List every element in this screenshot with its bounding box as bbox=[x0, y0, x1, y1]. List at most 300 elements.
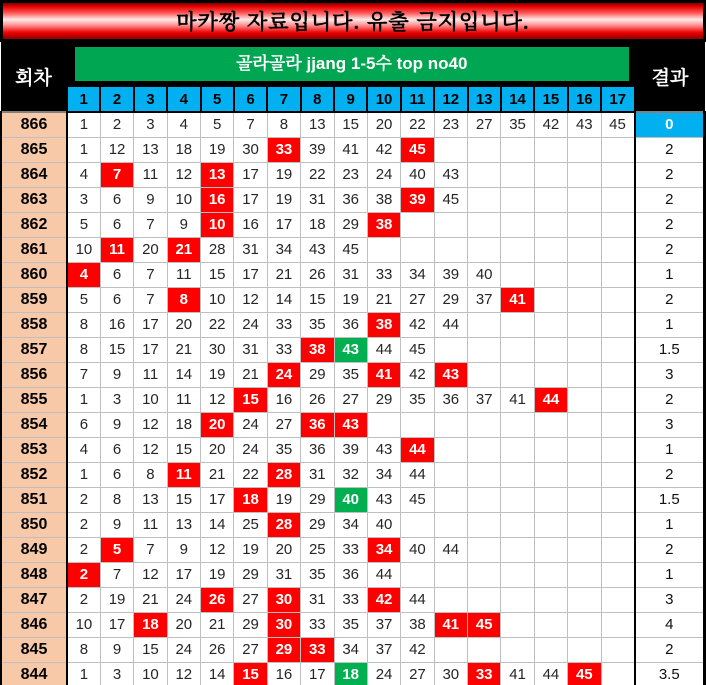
number-cell[interactable]: 44 bbox=[534, 387, 567, 412]
number-cell[interactable] bbox=[568, 162, 601, 187]
result-cell[interactable]: 2 bbox=[635, 212, 705, 237]
result-cell[interactable]: 3 bbox=[635, 412, 705, 437]
number-cell[interactable] bbox=[601, 162, 635, 187]
number-cell[interactable]: 20 bbox=[134, 237, 167, 262]
number-cell[interactable] bbox=[401, 512, 434, 537]
number-cell[interactable]: 35 bbox=[501, 112, 534, 137]
number-cell[interactable]: 8 bbox=[267, 112, 300, 137]
number-cell[interactable]: 33 bbox=[267, 137, 300, 162]
number-cell[interactable] bbox=[534, 312, 567, 337]
number-cell[interactable]: 14 bbox=[201, 662, 234, 685]
number-cell[interactable]: 18 bbox=[334, 662, 367, 685]
result-cell[interactable]: 3 bbox=[635, 587, 705, 612]
number-cell[interactable] bbox=[434, 562, 467, 587]
number-cell[interactable]: 41 bbox=[501, 662, 534, 685]
number-cell[interactable] bbox=[568, 387, 601, 412]
number-cell[interactable]: 34 bbox=[334, 512, 367, 537]
number-cell[interactable] bbox=[534, 462, 567, 487]
number-cell[interactable] bbox=[568, 512, 601, 537]
number-cell[interactable]: 27 bbox=[334, 387, 367, 412]
number-cell[interactable]: 24 bbox=[267, 362, 300, 387]
number-cell[interactable]: 13 bbox=[167, 512, 200, 537]
number-cell[interactable]: 29 bbox=[301, 512, 334, 537]
result-cell[interactable]: 1.5 bbox=[635, 337, 705, 362]
number-cell[interactable]: 38 bbox=[367, 212, 400, 237]
number-cell[interactable]: 44 bbox=[434, 312, 467, 337]
number-cell[interactable] bbox=[434, 587, 467, 612]
number-cell[interactable]: 15 bbox=[167, 437, 200, 462]
round-cell[interactable]: 844 bbox=[1, 662, 67, 685]
number-cell[interactable]: 44 bbox=[401, 437, 434, 462]
number-cell[interactable]: 30 bbox=[434, 662, 467, 685]
number-cell[interactable] bbox=[501, 437, 534, 462]
number-cell[interactable]: 8 bbox=[67, 337, 100, 362]
round-cell[interactable]: 865 bbox=[1, 137, 67, 162]
number-cell[interactable]: 36 bbox=[334, 562, 367, 587]
number-cell[interactable]: 29 bbox=[301, 362, 334, 387]
number-cell[interactable] bbox=[468, 587, 501, 612]
number-cell[interactable]: 19 bbox=[334, 287, 367, 312]
number-cell[interactable]: 27 bbox=[234, 587, 267, 612]
number-cell[interactable] bbox=[601, 662, 635, 685]
number-cell[interactable]: 38 bbox=[367, 312, 400, 337]
number-cell[interactable]: 9 bbox=[100, 512, 133, 537]
number-cell[interactable]: 6 bbox=[100, 212, 133, 237]
number-cell[interactable]: 13 bbox=[301, 112, 334, 137]
result-cell[interactable]: 2 bbox=[635, 637, 705, 662]
round-cell[interactable]: 862 bbox=[1, 212, 67, 237]
number-cell[interactable]: 20 bbox=[201, 437, 234, 462]
number-cell[interactable] bbox=[501, 212, 534, 237]
round-cell[interactable]: 856 bbox=[1, 362, 67, 387]
number-cell[interactable]: 5 bbox=[201, 112, 234, 137]
number-cell[interactable]: 44 bbox=[434, 537, 467, 562]
number-cell[interactable] bbox=[501, 162, 534, 187]
number-cell[interactable]: 16 bbox=[201, 187, 234, 212]
number-cell[interactable] bbox=[501, 337, 534, 362]
number-cell[interactable]: 7 bbox=[234, 112, 267, 137]
number-cell[interactable]: 31 bbox=[267, 562, 300, 587]
number-cell[interactable]: 14 bbox=[267, 287, 300, 312]
number-cell[interactable]: 30 bbox=[201, 337, 234, 362]
number-cell[interactable]: 40 bbox=[401, 162, 434, 187]
round-cell[interactable]: 861 bbox=[1, 237, 67, 262]
number-cell[interactable]: 31 bbox=[301, 587, 334, 612]
number-cell[interactable]: 21 bbox=[201, 612, 234, 637]
number-cell[interactable] bbox=[568, 137, 601, 162]
number-cell[interactable] bbox=[401, 562, 434, 587]
number-cell[interactable]: 19 bbox=[100, 587, 133, 612]
number-cell[interactable]: 3 bbox=[100, 387, 133, 412]
number-cell[interactable] bbox=[434, 337, 467, 362]
number-cell[interactable]: 29 bbox=[367, 387, 400, 412]
number-cell[interactable]: 43 bbox=[434, 162, 467, 187]
number-cell[interactable]: 12 bbox=[134, 562, 167, 587]
number-cell[interactable]: 44 bbox=[367, 337, 400, 362]
number-cell[interactable]: 7 bbox=[134, 537, 167, 562]
number-cell[interactable]: 33 bbox=[301, 612, 334, 637]
number-cell[interactable]: 26 bbox=[201, 587, 234, 612]
number-cell[interactable]: 17 bbox=[134, 312, 167, 337]
number-cell[interactable]: 24 bbox=[167, 637, 200, 662]
result-cell[interactable]: 2 bbox=[635, 162, 705, 187]
number-cell[interactable] bbox=[601, 337, 635, 362]
number-cell[interactable]: 10 bbox=[67, 612, 100, 637]
number-cell[interactable]: 17 bbox=[100, 612, 133, 637]
number-cell[interactable]: 41 bbox=[501, 287, 534, 312]
number-cell[interactable] bbox=[534, 537, 567, 562]
number-cell[interactable]: 31 bbox=[301, 187, 334, 212]
number-cell[interactable]: 12 bbox=[201, 387, 234, 412]
number-cell[interactable]: 12 bbox=[134, 437, 167, 462]
number-cell[interactable] bbox=[534, 137, 567, 162]
number-cell[interactable]: 1 bbox=[67, 137, 100, 162]
number-cell[interactable]: 9 bbox=[134, 187, 167, 212]
number-cell[interactable]: 5 bbox=[67, 287, 100, 312]
number-cell[interactable]: 29 bbox=[334, 212, 367, 237]
number-cell[interactable] bbox=[501, 187, 534, 212]
number-cell[interactable]: 11 bbox=[134, 512, 167, 537]
number-cell[interactable]: 36 bbox=[301, 412, 334, 437]
number-cell[interactable] bbox=[534, 162, 567, 187]
result-cell[interactable]: 1 bbox=[635, 262, 705, 287]
result-cell[interactable]: 1 bbox=[635, 312, 705, 337]
number-cell[interactable] bbox=[501, 587, 534, 612]
number-cell[interactable]: 19 bbox=[234, 537, 267, 562]
number-cell[interactable] bbox=[501, 412, 534, 437]
number-cell[interactable]: 39 bbox=[334, 437, 367, 462]
number-cell[interactable]: 25 bbox=[301, 537, 334, 562]
number-cell[interactable] bbox=[601, 262, 635, 287]
number-cell[interactable]: 21 bbox=[134, 587, 167, 612]
result-cell[interactable]: 4 bbox=[635, 612, 705, 637]
result-cell[interactable]: 2 bbox=[635, 287, 705, 312]
number-cell[interactable]: 9 bbox=[167, 212, 200, 237]
number-cell[interactable]: 33 bbox=[367, 262, 400, 287]
number-cell[interactable]: 24 bbox=[234, 437, 267, 462]
number-cell[interactable]: 20 bbox=[367, 112, 400, 137]
number-cell[interactable]: 15 bbox=[234, 662, 267, 685]
number-cell[interactable]: 13 bbox=[134, 137, 167, 162]
number-cell[interactable]: 22 bbox=[201, 312, 234, 337]
number-cell[interactable]: 4 bbox=[67, 262, 100, 287]
number-cell[interactable]: 7 bbox=[100, 162, 133, 187]
number-cell[interactable]: 5 bbox=[67, 212, 100, 237]
number-cell[interactable]: 8 bbox=[100, 487, 133, 512]
number-cell[interactable]: 10 bbox=[67, 237, 100, 262]
number-cell[interactable]: 27 bbox=[234, 637, 267, 662]
number-cell[interactable]: 22 bbox=[301, 162, 334, 187]
number-cell[interactable] bbox=[568, 637, 601, 662]
number-cell[interactable]: 1 bbox=[67, 387, 100, 412]
number-cell[interactable]: 26 bbox=[201, 637, 234, 662]
number-cell[interactable]: 9 bbox=[167, 537, 200, 562]
number-cell[interactable]: 38 bbox=[401, 612, 434, 637]
number-cell[interactable]: 4 bbox=[67, 162, 100, 187]
number-cell[interactable]: 8 bbox=[134, 462, 167, 487]
number-cell[interactable] bbox=[568, 362, 601, 387]
number-cell[interactable]: 15 bbox=[301, 287, 334, 312]
number-cell[interactable]: 32 bbox=[334, 462, 367, 487]
number-cell[interactable] bbox=[534, 512, 567, 537]
round-cell[interactable]: 847 bbox=[1, 587, 67, 612]
number-cell[interactable] bbox=[534, 187, 567, 212]
number-cell[interactable] bbox=[434, 487, 467, 512]
number-cell[interactable] bbox=[501, 487, 534, 512]
round-cell[interactable]: 864 bbox=[1, 162, 67, 187]
number-cell[interactable] bbox=[534, 587, 567, 612]
number-cell[interactable] bbox=[501, 562, 534, 587]
number-cell[interactable]: 12 bbox=[201, 537, 234, 562]
number-cell[interactable]: 28 bbox=[267, 512, 300, 537]
number-cell[interactable]: 18 bbox=[234, 487, 267, 512]
number-cell[interactable] bbox=[534, 412, 567, 437]
number-cell[interactable] bbox=[434, 412, 467, 437]
number-cell[interactable]: 15 bbox=[234, 387, 267, 412]
number-cell[interactable]: 7 bbox=[134, 287, 167, 312]
number-cell[interactable]: 22 bbox=[234, 462, 267, 487]
result-cell[interactable]: 2 bbox=[635, 237, 705, 262]
number-cell[interactable]: 31 bbox=[234, 237, 267, 262]
number-cell[interactable] bbox=[601, 637, 635, 662]
number-cell[interactable] bbox=[534, 562, 567, 587]
number-cell[interactable]: 20 bbox=[167, 312, 200, 337]
number-cell[interactable]: 35 bbox=[267, 437, 300, 462]
number-cell[interactable] bbox=[434, 437, 467, 462]
number-cell[interactable] bbox=[601, 187, 635, 212]
number-cell[interactable]: 45 bbox=[468, 612, 501, 637]
number-cell[interactable]: 33 bbox=[334, 537, 367, 562]
number-cell[interactable] bbox=[568, 612, 601, 637]
number-cell[interactable]: 44 bbox=[401, 462, 434, 487]
number-cell[interactable]: 37 bbox=[468, 387, 501, 412]
result-cell[interactable]: 2 bbox=[635, 387, 705, 412]
number-cell[interactable] bbox=[601, 237, 635, 262]
number-cell[interactable] bbox=[434, 462, 467, 487]
number-cell[interactable]: 41 bbox=[434, 612, 467, 637]
number-cell[interactable]: 42 bbox=[401, 362, 434, 387]
number-cell[interactable]: 14 bbox=[167, 362, 200, 387]
number-cell[interactable]: 12 bbox=[167, 162, 200, 187]
number-cell[interactable]: 17 bbox=[267, 212, 300, 237]
number-cell[interactable]: 9 bbox=[100, 362, 133, 387]
number-cell[interactable]: 15 bbox=[134, 637, 167, 662]
number-cell[interactable] bbox=[534, 637, 567, 662]
number-cell[interactable]: 43 bbox=[367, 437, 400, 462]
number-cell[interactable]: 20 bbox=[201, 412, 234, 437]
number-cell[interactable]: 17 bbox=[234, 162, 267, 187]
result-cell[interactable]: 2 bbox=[635, 137, 705, 162]
result-cell[interactable]: 0 bbox=[635, 112, 705, 137]
number-cell[interactable] bbox=[534, 612, 567, 637]
number-cell[interactable]: 21 bbox=[167, 237, 200, 262]
number-cell[interactable]: 42 bbox=[401, 637, 434, 662]
number-cell[interactable] bbox=[568, 537, 601, 562]
number-cell[interactable]: 33 bbox=[334, 587, 367, 612]
result-cell[interactable]: 2 bbox=[635, 187, 705, 212]
number-cell[interactable]: 4 bbox=[167, 112, 200, 137]
number-cell[interactable] bbox=[601, 287, 635, 312]
round-cell[interactable]: 866 bbox=[1, 112, 67, 137]
number-cell[interactable] bbox=[534, 262, 567, 287]
number-cell[interactable]: 10 bbox=[167, 187, 200, 212]
number-cell[interactable] bbox=[568, 437, 601, 462]
number-cell[interactable]: 41 bbox=[367, 362, 400, 387]
number-cell[interactable]: 34 bbox=[401, 262, 434, 287]
number-cell[interactable] bbox=[468, 162, 501, 187]
round-cell[interactable]: 853 bbox=[1, 437, 67, 462]
round-cell[interactable]: 854 bbox=[1, 412, 67, 437]
number-cell[interactable]: 44 bbox=[534, 662, 567, 685]
number-cell[interactable] bbox=[601, 312, 635, 337]
result-cell[interactable]: 2 bbox=[635, 462, 705, 487]
number-cell[interactable] bbox=[367, 237, 400, 262]
number-cell[interactable] bbox=[568, 187, 601, 212]
number-cell[interactable]: 36 bbox=[334, 312, 367, 337]
number-cell[interactable]: 33 bbox=[468, 662, 501, 685]
number-cell[interactable] bbox=[468, 562, 501, 587]
number-cell[interactable]: 24 bbox=[234, 412, 267, 437]
number-cell[interactable] bbox=[468, 337, 501, 362]
number-cell[interactable]: 6 bbox=[100, 287, 133, 312]
number-cell[interactable]: 42 bbox=[401, 312, 434, 337]
number-cell[interactable]: 7 bbox=[134, 212, 167, 237]
number-cell[interactable]: 8 bbox=[67, 637, 100, 662]
number-cell[interactable]: 31 bbox=[301, 462, 334, 487]
number-cell[interactable] bbox=[601, 612, 635, 637]
number-cell[interactable]: 28 bbox=[267, 462, 300, 487]
number-cell[interactable] bbox=[401, 212, 434, 237]
number-cell[interactable]: 11 bbox=[167, 387, 200, 412]
number-cell[interactable]: 9 bbox=[100, 412, 133, 437]
number-cell[interactable]: 39 bbox=[301, 137, 334, 162]
number-cell[interactable]: 20 bbox=[267, 537, 300, 562]
number-cell[interactable]: 45 bbox=[401, 487, 434, 512]
number-cell[interactable]: 29 bbox=[234, 612, 267, 637]
number-cell[interactable]: 17 bbox=[301, 662, 334, 685]
number-cell[interactable] bbox=[434, 512, 467, 537]
round-cell[interactable]: 851 bbox=[1, 487, 67, 512]
number-cell[interactable]: 45 bbox=[401, 137, 434, 162]
number-cell[interactable]: 6 bbox=[100, 262, 133, 287]
number-cell[interactable] bbox=[601, 362, 635, 387]
number-cell[interactable]: 24 bbox=[367, 162, 400, 187]
number-cell[interactable]: 2 bbox=[67, 587, 100, 612]
number-cell[interactable] bbox=[501, 612, 534, 637]
number-cell[interactable] bbox=[601, 437, 635, 462]
round-cell[interactable]: 845 bbox=[1, 637, 67, 662]
number-cell[interactable]: 25 bbox=[234, 512, 267, 537]
number-cell[interactable] bbox=[568, 312, 601, 337]
number-cell[interactable]: 19 bbox=[267, 162, 300, 187]
number-cell[interactable]: 17 bbox=[234, 262, 267, 287]
number-cell[interactable]: 11 bbox=[100, 237, 133, 262]
number-cell[interactable]: 36 bbox=[301, 437, 334, 462]
number-cell[interactable]: 11 bbox=[167, 262, 200, 287]
number-cell[interactable] bbox=[468, 362, 501, 387]
number-cell[interactable]: 12 bbox=[134, 412, 167, 437]
number-cell[interactable]: 21 bbox=[367, 287, 400, 312]
number-cell[interactable]: 42 bbox=[367, 587, 400, 612]
number-cell[interactable] bbox=[568, 287, 601, 312]
number-cell[interactable]: 9 bbox=[100, 637, 133, 662]
number-cell[interactable] bbox=[601, 587, 635, 612]
number-cell[interactable]: 30 bbox=[234, 137, 267, 162]
number-cell[interactable] bbox=[534, 337, 567, 362]
number-cell[interactable]: 31 bbox=[234, 337, 267, 362]
number-cell[interactable]: 15 bbox=[167, 487, 200, 512]
number-cell[interactable] bbox=[468, 137, 501, 162]
number-cell[interactable]: 41 bbox=[334, 137, 367, 162]
number-cell[interactable]: 19 bbox=[201, 137, 234, 162]
number-cell[interactable]: 33 bbox=[267, 312, 300, 337]
number-cell[interactable]: 27 bbox=[401, 662, 434, 685]
round-cell[interactable]: 857 bbox=[1, 337, 67, 362]
number-cell[interactable]: 29 bbox=[434, 287, 467, 312]
number-cell[interactable]: 44 bbox=[401, 587, 434, 612]
number-cell[interactable]: 39 bbox=[434, 262, 467, 287]
number-cell[interactable] bbox=[568, 587, 601, 612]
number-cell[interactable]: 35 bbox=[334, 362, 367, 387]
number-cell[interactable] bbox=[468, 412, 501, 437]
result-cell[interactable]: 3 bbox=[635, 362, 705, 387]
number-cell[interactable]: 10 bbox=[201, 212, 234, 237]
number-cell[interactable] bbox=[568, 462, 601, 487]
number-cell[interactable]: 21 bbox=[267, 262, 300, 287]
number-cell[interactable] bbox=[568, 337, 601, 362]
round-cell[interactable]: 849 bbox=[1, 537, 67, 562]
number-cell[interactable]: 6 bbox=[100, 462, 133, 487]
number-cell[interactable]: 21 bbox=[234, 362, 267, 387]
number-cell[interactable]: 33 bbox=[267, 337, 300, 362]
number-cell[interactable]: 31 bbox=[334, 262, 367, 287]
number-cell[interactable]: 21 bbox=[167, 337, 200, 362]
number-cell[interactable]: 26 bbox=[301, 387, 334, 412]
number-cell[interactable]: 19 bbox=[267, 187, 300, 212]
number-cell[interactable] bbox=[468, 437, 501, 462]
number-cell[interactable]: 10 bbox=[134, 387, 167, 412]
number-cell[interactable]: 40 bbox=[468, 262, 501, 287]
number-cell[interactable] bbox=[501, 537, 534, 562]
round-cell[interactable]: 846 bbox=[1, 612, 67, 637]
number-cell[interactable] bbox=[468, 637, 501, 662]
number-cell[interactable] bbox=[601, 487, 635, 512]
number-cell[interactable] bbox=[601, 137, 635, 162]
number-cell[interactable]: 8 bbox=[167, 287, 200, 312]
number-cell[interactable]: 18 bbox=[301, 212, 334, 237]
number-cell[interactable]: 35 bbox=[301, 312, 334, 337]
number-cell[interactable] bbox=[534, 287, 567, 312]
number-cell[interactable]: 11 bbox=[134, 162, 167, 187]
number-cell[interactable]: 6 bbox=[67, 412, 100, 437]
number-cell[interactable]: 15 bbox=[201, 262, 234, 287]
number-cell[interactable] bbox=[401, 412, 434, 437]
number-cell[interactable] bbox=[501, 237, 534, 262]
number-cell[interactable] bbox=[468, 487, 501, 512]
number-cell[interactable]: 26 bbox=[301, 262, 334, 287]
number-cell[interactable]: 38 bbox=[367, 187, 400, 212]
number-cell[interactable]: 6 bbox=[100, 437, 133, 462]
number-cell[interactable] bbox=[568, 412, 601, 437]
number-cell[interactable]: 1 bbox=[67, 462, 100, 487]
number-cell[interactable]: 43 bbox=[334, 412, 367, 437]
number-cell[interactable]: 7 bbox=[100, 562, 133, 587]
number-cell[interactable]: 12 bbox=[167, 662, 200, 685]
number-cell[interactable] bbox=[601, 387, 635, 412]
number-cell[interactable]: 7 bbox=[67, 362, 100, 387]
number-cell[interactable]: 18 bbox=[167, 137, 200, 162]
number-cell[interactable]: 30 bbox=[267, 587, 300, 612]
